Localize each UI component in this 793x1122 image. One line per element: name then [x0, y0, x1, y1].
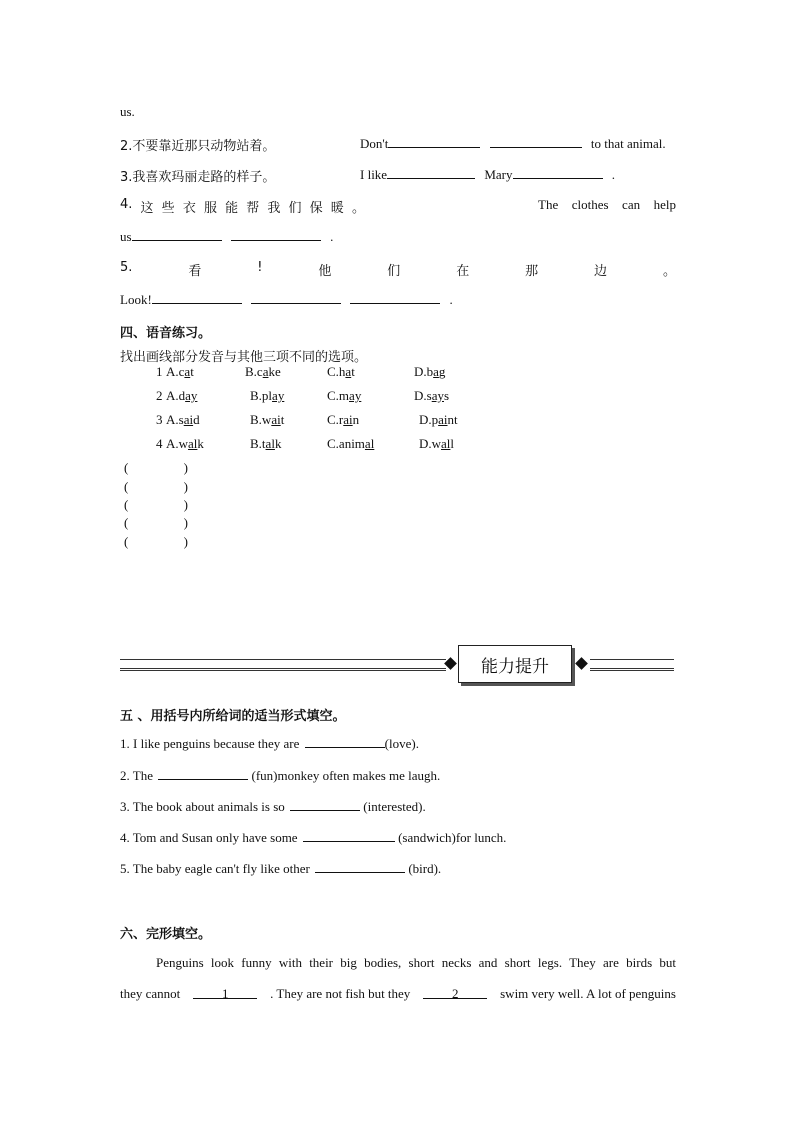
- item4-tail: [120, 228, 333, 245]
- item4-word: can: [622, 197, 641, 212]
- cloze-blank-2[interactable]: 2: [423, 986, 487, 999]
- item4-char: 我: [267, 201, 281, 216]
- underlined-letters: ai: [343, 412, 353, 427]
- word-part: k: [274, 436, 282, 451]
- item-text: 2. The: [120, 768, 153, 783]
- option-a[interactable]: [166, 412, 200, 428]
- underlined-letters: ay: [272, 388, 285, 403]
- section5-item: [120, 767, 440, 784]
- word-part: A.w: [166, 436, 189, 451]
- option-d[interactable]: [414, 364, 445, 380]
- item3-chinese: 3.我喜欢玛丽走路的样子。: [120, 170, 276, 185]
- section5-title: 五 、用括号内所给词的适当形式填空。: [120, 709, 346, 724]
- section4-title: 四、语音练习。: [120, 326, 212, 341]
- item-hint: (bird).: [408, 861, 442, 876]
- paren-open: (: [124, 515, 129, 530]
- word-part: D.b: [414, 364, 434, 379]
- option-d[interactable]: [419, 436, 454, 452]
- item-hint: (interested).: [363, 799, 426, 814]
- passage-text: they cannot: [120, 986, 181, 1001]
- option-d[interactable]: [414, 388, 449, 404]
- banner-rule-left: [120, 659, 446, 671]
- item-hint: (fun)monkey often makes me laugh.: [251, 768, 441, 783]
- word-part: D.p: [419, 412, 439, 427]
- option-c[interactable]: [327, 412, 359, 428]
- paren-close: ): [183, 534, 188, 549]
- answer-blank[interactable]: [158, 767, 248, 780]
- item3-blank-1[interactable]: [387, 166, 475, 179]
- option-a[interactable]: [166, 364, 194, 380]
- paren-open: (: [124, 479, 129, 494]
- word-part: g: [438, 364, 446, 379]
- item3-english: [360, 166, 615, 183]
- section5-item: [120, 860, 441, 877]
- option-c[interactable]: [327, 364, 355, 380]
- item2-text-b: to that animal.: [590, 136, 666, 151]
- item3-text-b: Mary: [484, 167, 513, 182]
- row-number: 4: [156, 436, 163, 451]
- item4-char: 暖: [330, 201, 344, 216]
- item5-blank-1[interactable]: [152, 291, 242, 304]
- answer-paren[interactable]: [124, 515, 188, 531]
- option-a[interactable]: [166, 388, 197, 404]
- answer-paren[interactable]: [124, 497, 188, 513]
- word-part: s: [443, 388, 450, 403]
- banner-badge: 能力提升: [458, 645, 572, 683]
- underlined-letters: ai: [271, 412, 281, 427]
- item-hint: (sandwich)for lunch.: [398, 830, 507, 845]
- item2-chinese: 2.不要靠近那只动物站着。: [120, 139, 276, 154]
- option-c[interactable]: [327, 436, 374, 452]
- diamond-icon: [444, 657, 457, 670]
- item4-char: 4.: [120, 197, 133, 212]
- word-part: B.w: [250, 412, 272, 427]
- word-part: t: [351, 364, 355, 379]
- answer-paren[interactable]: [124, 460, 188, 476]
- word-part: ke: [268, 364, 281, 379]
- item-text: 4. Tom and Susan only have some: [120, 830, 298, 845]
- item5-char: 边: [594, 264, 608, 279]
- word-part: l: [450, 436, 455, 451]
- cloze-blank-1[interactable]: 1: [193, 986, 257, 999]
- item2-blank-1[interactable]: [388, 135, 480, 148]
- item4-tail-text: us: [120, 229, 132, 244]
- passage-line-1: Penguins look funny with their big bodies, short necks and short legs. They are birds but: [156, 955, 676, 970]
- banner-rule-right: [590, 659, 674, 671]
- item5-char: 。: [662, 264, 676, 279]
- underlined-letters: a: [433, 364, 439, 379]
- item4-chinese: [120, 197, 365, 216]
- section5-item: [120, 798, 426, 815]
- option-c[interactable]: [327, 388, 361, 404]
- passage-text: swim very well. A lot of penguins: [500, 986, 676, 1001]
- item4-char: 帮: [246, 201, 260, 216]
- item3-blank-2[interactable]: [513, 166, 603, 179]
- section6-title: 六、完形填空。: [120, 927, 212, 942]
- item5-tail-end: .: [449, 292, 453, 307]
- underlined-letters: ay: [431, 388, 444, 403]
- option-b[interactable]: [250, 436, 281, 452]
- item5-char: 他: [318, 264, 332, 279]
- paren-close: ): [183, 479, 188, 494]
- diamond-icon: [575, 657, 588, 670]
- item5-char: 在: [456, 264, 470, 279]
- option-b[interactable]: [245, 364, 281, 380]
- paren-close: ): [183, 497, 188, 512]
- word-part: C.m: [327, 388, 350, 403]
- item4-tail-end: .: [330, 229, 334, 244]
- item-text: 1. I like penguins because they are: [120, 736, 300, 751]
- underlined-letters: al: [364, 436, 375, 451]
- underlined-letters: a: [184, 364, 191, 379]
- answer-blank[interactable]: [303, 829, 395, 842]
- item4-line: [120, 197, 676, 216]
- line-tail-us: us.: [120, 104, 135, 119]
- paren-open: (: [124, 497, 129, 512]
- item4-word: help: [653, 197, 676, 212]
- item2-blank-2[interactable]: [490, 135, 582, 148]
- item4-char: 服: [203, 201, 217, 216]
- item5-blank-3[interactable]: [350, 291, 440, 304]
- item2-text-a: Don't: [360, 136, 389, 151]
- underlined-letters: a: [345, 364, 352, 379]
- item4-english: [538, 197, 676, 216]
- item4-blank-2[interactable]: [231, 228, 321, 241]
- row-number: 2: [156, 388, 163, 403]
- item4-char: 保: [309, 201, 323, 216]
- section5-item: [120, 829, 506, 846]
- underlined-letters: a: [262, 364, 269, 379]
- word-part: d: [193, 412, 200, 427]
- item4-word: clothes: [571, 197, 609, 212]
- item5-blank-2[interactable]: [251, 291, 341, 304]
- item5-char: !: [257, 260, 263, 275]
- item3-text-c: .: [611, 167, 615, 182]
- item4-char: 衣: [182, 201, 196, 216]
- word-part: k: [197, 436, 204, 451]
- item4-blank-1[interactable]: [132, 228, 222, 241]
- underlined-letters: al: [441, 436, 451, 451]
- item4-char: 们: [288, 201, 302, 216]
- paren-close: ): [183, 460, 188, 475]
- row-number: 1: [156, 364, 163, 379]
- item4-char: 能: [225, 201, 239, 216]
- word-part: A.c: [166, 364, 185, 379]
- item4-char: 这: [140, 201, 154, 216]
- paren-open: (: [124, 534, 129, 549]
- row-number: 3: [156, 412, 163, 427]
- item4-char: 些: [161, 201, 175, 216]
- underlined-letters: ay: [185, 388, 198, 403]
- passage-line-2: [120, 986, 676, 1002]
- item4-word: The: [538, 197, 559, 212]
- item4-char: 。: [351, 201, 365, 216]
- option-b[interactable]: [250, 388, 284, 404]
- underlined-letters: ai: [438, 412, 448, 427]
- word-part: B.pl: [250, 388, 273, 403]
- section4-instruction: 找出画线部分发音与其他三项不同的选项。: [120, 350, 368, 365]
- item5-char: 5.: [120, 260, 133, 275]
- item5-chinese: [120, 260, 676, 279]
- paren-open: (: [124, 460, 129, 475]
- word-part: D.s: [414, 388, 432, 403]
- word-part: D.w: [419, 436, 442, 451]
- word-part: n: [352, 412, 360, 427]
- underlined-letters: ay: [349, 388, 362, 403]
- item-text: 3. The book about animals is so: [120, 799, 285, 814]
- passage-text: . They are not fish but they: [270, 986, 411, 1001]
- answer-blank[interactable]: [290, 798, 360, 811]
- word-part: A.d: [166, 388, 186, 403]
- word-part: nt: [447, 412, 458, 427]
- paren-close: ): [183, 515, 188, 530]
- item3-text-a: I like: [360, 167, 388, 182]
- item5-char: 看: [188, 264, 202, 279]
- word-part: t: [190, 364, 194, 379]
- item-text: 5. The baby eagle can't fly like other: [120, 861, 310, 876]
- item2-english: [360, 135, 666, 152]
- item5-tail-text: Look!: [120, 292, 152, 307]
- word-part: C.r: [327, 412, 344, 427]
- answer-blank[interactable]: [305, 735, 385, 748]
- answer-paren[interactable]: [124, 534, 188, 550]
- option-b[interactable]: [250, 412, 284, 428]
- word-part: C.anim: [327, 436, 365, 451]
- word-part: B.t: [250, 436, 266, 451]
- underlined-letters: al: [188, 436, 198, 451]
- item5-tail: [120, 291, 453, 308]
- option-d[interactable]: [419, 412, 458, 428]
- underlined-letters: al: [265, 436, 275, 451]
- word-part: A.s: [166, 412, 184, 427]
- item5-char: 那: [525, 264, 539, 279]
- option-a[interactable]: [166, 436, 204, 452]
- item-hint: (love).: [384, 736, 419, 751]
- answer-blank[interactable]: [315, 860, 405, 873]
- answer-paren[interactable]: [124, 479, 188, 495]
- item5-char: 们: [387, 264, 401, 279]
- section5-item: [120, 735, 419, 752]
- underlined-letters: ai: [183, 412, 194, 427]
- word-part: t: [280, 412, 285, 427]
- word-part: B.c: [245, 364, 263, 379]
- word-part: C.h: [327, 364, 346, 379]
